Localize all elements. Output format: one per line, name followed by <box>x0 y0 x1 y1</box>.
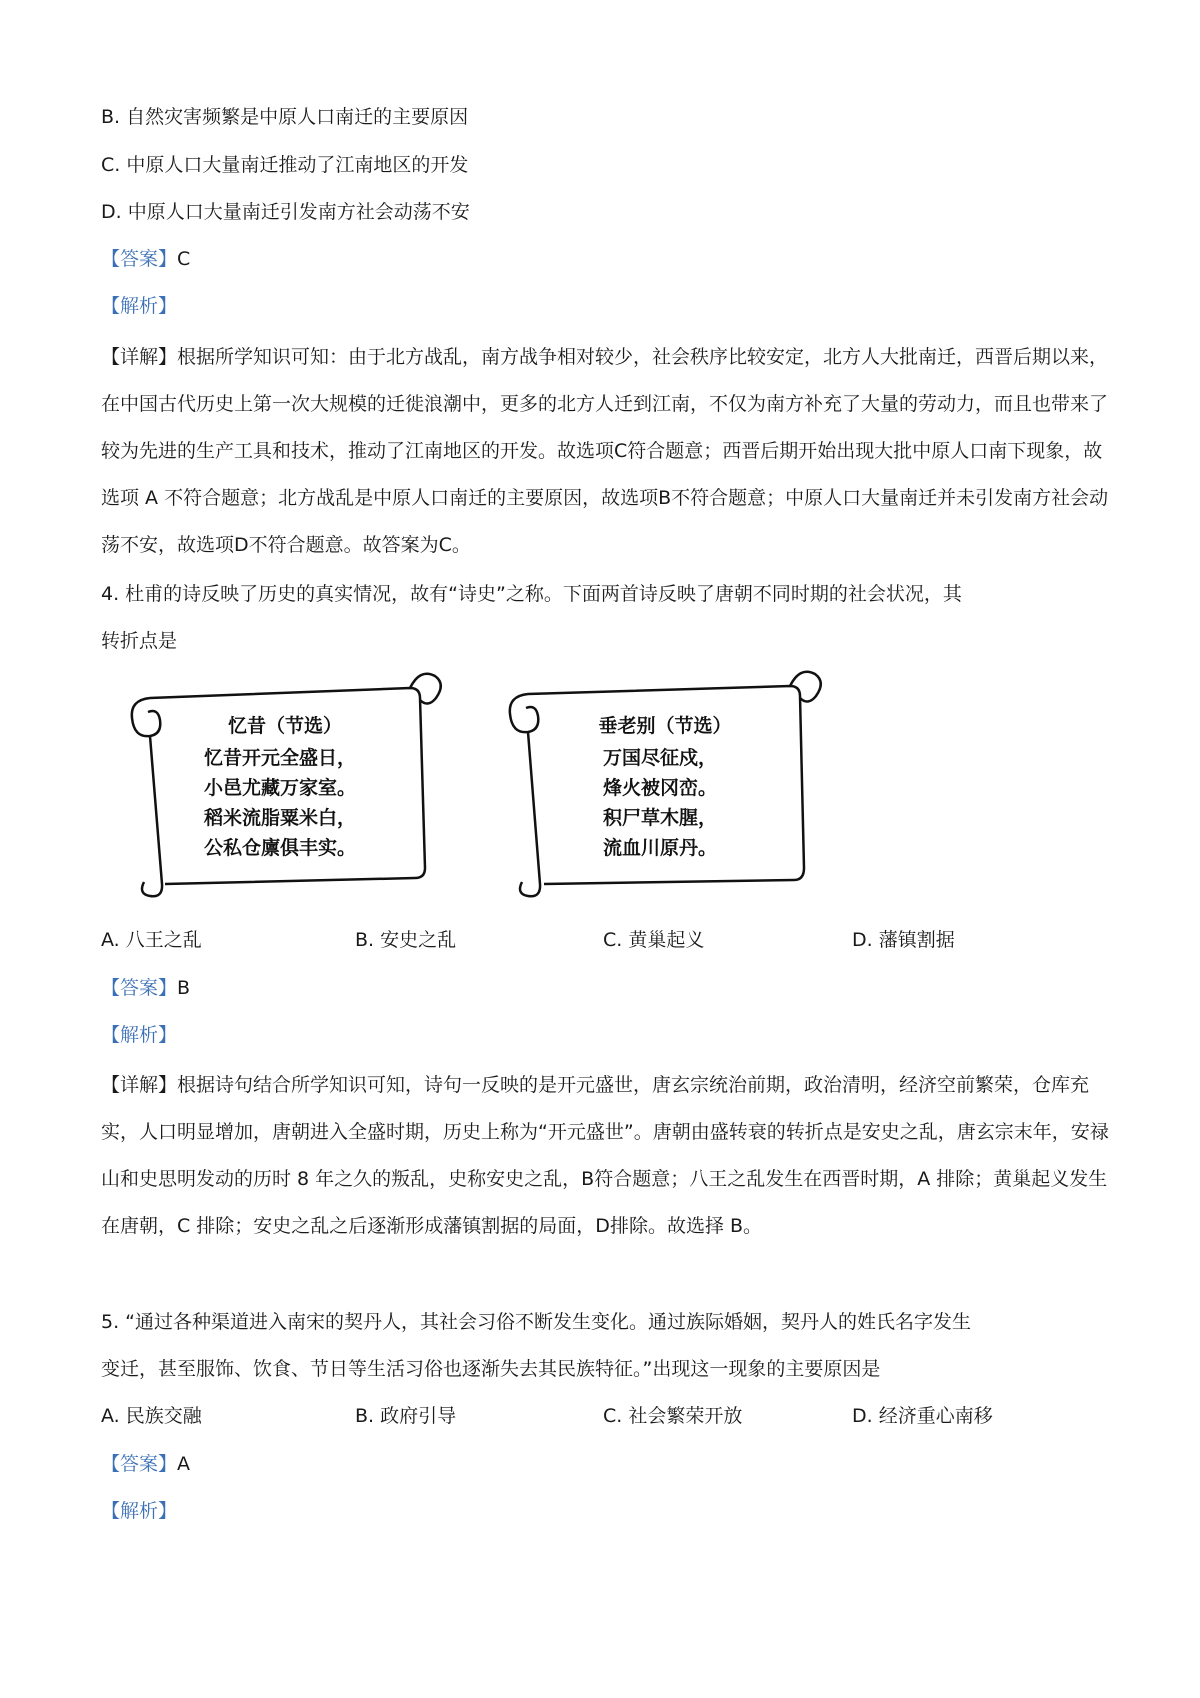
q5-option-a: A. 民族交融 <box>101 1405 202 1427</box>
answer-label: 【答案】 <box>101 977 178 999</box>
q5-analysis <box>101 1498 1111 1524</box>
analysis-label: 【解析】 <box>101 1024 178 1046</box>
q3-answer <box>101 246 1111 272</box>
analysis-label: 【解析】 <box>101 295 178 317</box>
answer-value: C <box>177 248 191 270</box>
q4-option-c: C. 黄巢起义 <box>603 929 705 951</box>
answer-label: 【答案】 <box>101 1453 178 1475</box>
q4-detail <box>101 1062 1111 1250</box>
poem1-line: 稻米流脂粟米白， <box>203 807 357 829</box>
poem2-title: 垂老别（节选） <box>598 715 732 737</box>
q5-stem-line2: 变迁，甚至服饰、饮食、节日等生活习俗也逐渐失去其民族特征。”出现这一现象的主要原因是 <box>101 1358 881 1380</box>
q4-option-d: D. 藩镇割据 <box>852 929 955 951</box>
poem2-line: 流血川原丹。 <box>602 837 718 859</box>
q5-stem-line1: 5. “通过各种渠道进入南宋的契丹人，其社会习俗不断发生变化。通过族际婚姻，契丹人的姓氏名字发生 <box>101 1311 972 1333</box>
scroll-1 <box>132 674 441 897</box>
poem-scrolls <box>120 668 920 908</box>
poem1-line: 公私仓廪俱丰实。 <box>203 837 357 859</box>
q3-option-d: D. 中原人口大量南迁引发南方社会动荡不安 <box>101 201 470 223</box>
detail-label: 【详解】 <box>101 1074 178 1096</box>
q4-answer <box>101 975 1111 1001</box>
q3-option-c: C. 中原人口大量南迁推动了江南地区的开发 <box>101 154 469 176</box>
q5-option-c: C. 社会繁荣开放 <box>603 1405 743 1427</box>
poem1-title: 忆昔（节选） <box>227 715 343 737</box>
q4-option-a: A. 八王之乱 <box>101 929 202 951</box>
q4-stem-line1: 4. 杜甫的诗反映了历史的真实情况，故有“诗史”之称。下面两首诗反映了唐朝不同时期的社会状况，其 <box>101 583 962 605</box>
scroll-2 <box>510 672 821 897</box>
q5-options <box>101 1403 1111 1429</box>
q5-option-d: D. 经济重心南移 <box>852 1405 993 1427</box>
poem2-line: 烽火被冈峦。 <box>602 777 718 799</box>
detail-text: 根据诗句结合所学知识可知，诗句一反映的是开元盛世，唐玄宗统治前期，政治清明，经济空前繁荣，仓库充实，人口明显增加，唐朝进入全盛时期，历史上称为“开元盛世”。唐朝由盛转衰的转折点是安史之乱，唐玄宗末年，安禄山和史思明发动的历时 8 年之久的叛乱，史称安史之乱，B符合题意；八王之乱发生在西晋时期，A 排除；黄巢起义发生在唐朝，C 排除；安史之乱之后逐渐形成藩镇割据的局面，D排除。故选择 B。 <box>101 1074 1109 1237</box>
answer-value: A <box>177 1453 191 1475</box>
detail-text: 根据所学知识可知：由于北方战乱，南方战争相对较少，社会秩序比较安定，北方人大批南迁，西晋后期以来，在中国古代历史上第一次大规模的迁徙浪潮中，更多的北方人迁到江南，不仅为南方补充了大量的劳动力，而且也带来了较为先进的生产工具和技术，推动了江南地区的开发。故选项C符合题意；西晋后期开始出现大批中原人口南下现象，故选项 A 不符合题意；北方战乱是中原人口南迁的主要原因，故选项B不符合题意；中原人口大量南迁并未引发南方社会动荡不安，故选项D不符合题意。故答案为C。 <box>101 346 1109 556</box>
detail-label: 【详解】 <box>101 346 178 368</box>
poem2-line: 万国尽征戍， <box>602 747 718 769</box>
q3-option-b: B. 自然灾害频繁是中原人口南迁的主要原因 <box>101 106 469 128</box>
q3-analysis <box>101 293 1111 319</box>
q4-stem-line2: 转折点是 <box>101 630 178 652</box>
q5-option-b: B. 政府引导 <box>355 1405 457 1427</box>
answer-label: 【答案】 <box>101 248 178 270</box>
answer-value: B <box>177 977 191 999</box>
q5-answer <box>101 1451 1111 1477</box>
poem-scrolls-illustration <box>120 668 920 908</box>
poem1-line: 忆昔开元全盛日， <box>203 747 357 769</box>
poem2-line: 积尸草木腥， <box>602 807 718 829</box>
q4-analysis <box>101 1022 1111 1048</box>
analysis-label: 【解析】 <box>101 1500 178 1522</box>
q4-option-b: B. 安史之乱 <box>355 929 457 951</box>
poem1-line: 小邑尤藏万家室。 <box>203 777 357 799</box>
q3-detail <box>101 334 1111 569</box>
q4-options <box>101 927 1111 953</box>
